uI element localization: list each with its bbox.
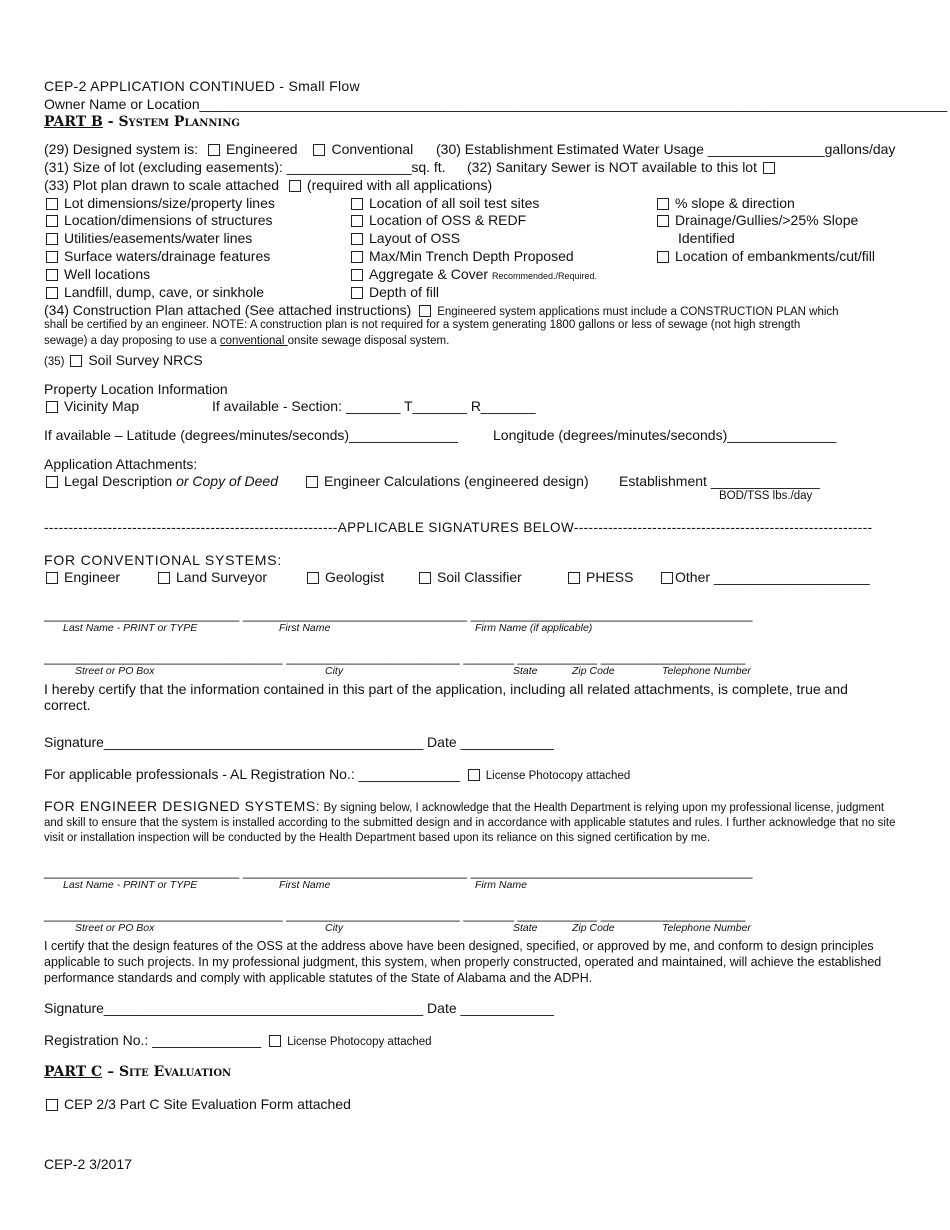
- checkbox[interactable]: [351, 287, 363, 299]
- sewer-row: (32) Sanitary Sewer is NOT available to this lot: [467, 160, 781, 174]
- registration-field[interactable]: Registration No.: ______________: [44, 1032, 262, 1048]
- zip-label: Zip Code: [572, 665, 615, 677]
- checkbox[interactable]: [158, 572, 170, 584]
- registration-row: Registration No.: ______________ License Photocopy attached: [44, 1032, 432, 1048]
- license-checkbox[interactable]: [269, 1035, 281, 1047]
- address-lines[interactable]: _________________________________ ________________________ _______ ___________ ____________________: [44, 650, 746, 665]
- list-item[interactable]: Well locations: [46, 267, 150, 281]
- role-land-surveyor[interactable]: Land Surveyor: [158, 570, 267, 584]
- vicinity-map-option[interactable]: Vicinity Map: [46, 399, 139, 413]
- plot-plan-checkbox[interactable]: [289, 180, 301, 192]
- property-heading: Property Location Information: [44, 381, 228, 397]
- list-item[interactable]: Surface waters/drainage features: [46, 249, 270, 263]
- list-item[interactable]: Location of all soil test sites: [351, 196, 539, 210]
- checkbox[interactable]: [46, 233, 58, 245]
- state-label: State: [513, 922, 538, 934]
- checkbox[interactable]: [661, 572, 673, 584]
- role-geologist[interactable]: Geologist: [307, 570, 384, 584]
- zip-label: Zip Code: [572, 922, 615, 934]
- list-item[interactable]: Layout of OSS: [351, 231, 460, 245]
- checkbox[interactable]: [351, 251, 363, 263]
- legal-description-option[interactable]: Legal Description or Copy of Deed: [46, 474, 278, 488]
- owner-label: Owner Name or Location: [44, 96, 200, 112]
- engineer-calc-checkbox[interactable]: [306, 476, 318, 488]
- list-item[interactable]: Depth of fill: [351, 285, 439, 299]
- owner-blank: ________________________________________________________________________________________________: [199, 96, 948, 112]
- state-label: State: [513, 665, 538, 677]
- part-c-heading: PART C – Site Evaluation: [44, 1064, 232, 1080]
- list-item[interactable]: Utilities/easements/water lines: [46, 231, 252, 245]
- form-code: CEP-2 3/2017: [44, 1156, 132, 1172]
- checkbox[interactable]: [568, 572, 580, 584]
- construction-plan-row: (34) Construction Plan attached (See attached instructions) Engineered system applications must include a CONSTRUCTION PLAN which: [44, 302, 839, 318]
- conventional-heading: FOR CONVENTIONAL SYSTEMS:: [44, 552, 283, 568]
- checkbox[interactable]: [657, 198, 669, 210]
- engineer-certify-statement: I certify that the design features of the OSS at the address above have been designed, specified, or approved by me, and conform to design principles applicable to such projects. In my professional judgment, this system, when properly constructed, operated and maintained, will achieve the established performance standards and comply with applicable statutes of the State of Alabama and the ADPH.: [44, 939, 882, 985]
- checkbox[interactable]: [46, 269, 58, 281]
- first-name-label: First Name: [279, 622, 331, 634]
- engineer-calc-option[interactable]: Engineer Calculations (engineered design): [306, 474, 589, 488]
- role-phess[interactable]: PHESS: [568, 570, 633, 584]
- engineered-checkbox[interactable]: [208, 144, 220, 156]
- aggregate-note: Recommended./Required.: [491, 271, 598, 281]
- conventional-label: Conventional: [331, 141, 414, 157]
- construction-note-end: sewage) a day proposing to use a conventional onsite sewage disposal system.: [44, 335, 450, 347]
- form-title: CEP-2 APPLICATION CONTINUED - Small Flow: [44, 78, 360, 94]
- list-item[interactable]: Location of embankments/cut/fill: [657, 249, 875, 263]
- list-item[interactable]: Aggregate & Cover Recommended./Required.: [351, 267, 597, 281]
- name-lines[interactable]: ___________________________ _______________________________ _______________________________________: [44, 607, 753, 622]
- role-soil-classifier[interactable]: Soil Classifier: [419, 570, 522, 584]
- phone-label: Telephone Number: [662, 665, 751, 677]
- list-item[interactable]: Location of OSS & REDF: [351, 213, 526, 227]
- construction-plan-checkbox[interactable]: [419, 305, 431, 317]
- checkbox[interactable]: [46, 287, 58, 299]
- bod-label: BOD/TSS lbs./day: [719, 490, 813, 502]
- engineered-label: Engineered: [225, 141, 298, 157]
- checkbox[interactable]: [419, 572, 431, 584]
- plot-plan-row: (33) Plot plan drawn to scale attached (required with all applications): [44, 177, 493, 193]
- list-item[interactable]: % slope & direction: [657, 196, 795, 210]
- site-evaluation-option[interactable]: CEP 2/3 Part C Site Evaluation Form attached: [46, 1097, 351, 1111]
- site-evaluation-checkbox[interactable]: [46, 1099, 58, 1111]
- city-label: City: [325, 665, 344, 677]
- owner-field[interactable]: [44, 97, 947, 111]
- list-item[interactable]: Landfill, dump, cave, or sinkhole: [46, 285, 264, 299]
- name-lines[interactable]: ___________________________ _______________________________ _______________________________________: [44, 864, 753, 879]
- signature-field[interactable]: Signature_________________________________________ Date ____________: [44, 734, 554, 750]
- certify-statement: I hereby certify that the information contained in this part of the application, including all related attachments, is complete, true and correct.: [44, 681, 848, 713]
- role-other[interactable]: Other ____________________: [661, 570, 870, 584]
- engineer-heading: FOR ENGINEER DESIGNED SYSTEMS:: [44, 798, 321, 814]
- checkbox[interactable]: [307, 572, 319, 584]
- checkbox[interactable]: [46, 215, 58, 227]
- list-item[interactable]: Lot dimensions/size/property lines: [46, 196, 275, 210]
- construction-note: shall be certified by an engineer. NOTE: A construction plan is not required for a system generating 1800 gallons or less of sewage (not high strength: [44, 319, 801, 331]
- checkbox[interactable]: [351, 215, 363, 227]
- establishment-field[interactable]: Establishment ______________: [619, 473, 820, 489]
- longitude-field[interactable]: Longitude (degrees/minutes/seconds)______________: [493, 427, 837, 443]
- sewer-checkbox[interactable]: [763, 162, 775, 174]
- role-engineer[interactable]: Engineer: [46, 570, 120, 584]
- checkbox[interactable]: [46, 572, 58, 584]
- list-item[interactable]: Location/dimensions of structures: [46, 213, 273, 227]
- engineer-statement: FOR ENGINEER DESIGNED SYSTEMS: By signing below, I acknowledge that the Health Department is relying upon my professional license, judgment and skill to ensure that the system is installed according to the submitted design and in accordance with applicable statutes and rules. I further acknowledge that no site visit or installation inspection will be conducted by the Health Department based upon its reliance on this signed certification by me.: [44, 798, 896, 844]
- checkbox[interactable]: [46, 198, 58, 210]
- al-registration-row: For applicable professionals - AL Registration No.: _____________ License Photocopy attached: [44, 766, 631, 782]
- license-checkbox[interactable]: [468, 769, 480, 781]
- firm-name-label: Firm Name: [475, 879, 527, 891]
- city-label: City: [325, 922, 344, 934]
- list-item[interactable]: Drainage/Gullies/>25% Slope: [657, 213, 858, 227]
- checkbox[interactable]: [351, 269, 363, 281]
- checkbox[interactable]: [657, 215, 669, 227]
- phone-label: Telephone Number: [662, 922, 751, 934]
- checkbox[interactable]: [46, 251, 58, 263]
- firm-name-label: Firm Name (if applicable): [475, 622, 593, 634]
- street-label: Street or PO Box: [75, 665, 155, 677]
- attachments-heading: Application Attachments:: [44, 456, 198, 472]
- first-name-label: First Name: [279, 879, 331, 891]
- designed-system-row: (29) Designed system is: Engineered Conventional: [44, 141, 414, 157]
- checkbox[interactable]: [351, 233, 363, 245]
- vicinity-checkbox[interactable]: [46, 401, 58, 413]
- legal-checkbox[interactable]: [46, 476, 58, 488]
- al-registration-field[interactable]: For applicable professionals - AL Registration No.: _____________: [44, 766, 460, 782]
- street-label: Street or PO Box: [75, 922, 155, 934]
- section-field[interactable]: If available - Section: _______ T_______ R_______: [212, 398, 536, 414]
- lot-size-field[interactable]: (31) Size of lot (excluding easements): ________________sq. ft.: [44, 159, 446, 175]
- list-item-continued: Identified: [678, 230, 735, 246]
- latitude-field[interactable]: If available – Latitude (degrees/minutes/seconds)______________: [44, 427, 459, 443]
- conventional-checkbox[interactable]: [313, 144, 325, 156]
- last-name-label: Last Name - PRINT or TYPE: [63, 879, 198, 891]
- part-b-heading: PART B - System Planning: [44, 114, 240, 130]
- list-item[interactable]: Max/Min Trench Depth Proposed: [351, 249, 574, 263]
- engineer-signature-field[interactable]: Signature_________________________________________ Date ____________: [44, 1000, 554, 1016]
- signatures-divider: ------------------------------------------------------------APPLICABLE SIGNATURES BELOW-------------------------------------------------------------: [44, 520, 873, 535]
- checkbox[interactable]: [657, 251, 669, 263]
- soil-survey-checkbox[interactable]: [70, 355, 82, 367]
- water-usage-field[interactable]: (30) Establishment Estimated Water Usage _______________gallons/day: [436, 141, 896, 157]
- last-name-label: Last Name - PRINT or TYPE: [63, 622, 198, 634]
- soil-survey-row: (35) Soil Survey NRCS: [44, 352, 203, 368]
- address-lines[interactable]: _________________________________ ________________________ _______ ___________ ____________________: [44, 907, 746, 922]
- checkbox[interactable]: [351, 198, 363, 210]
